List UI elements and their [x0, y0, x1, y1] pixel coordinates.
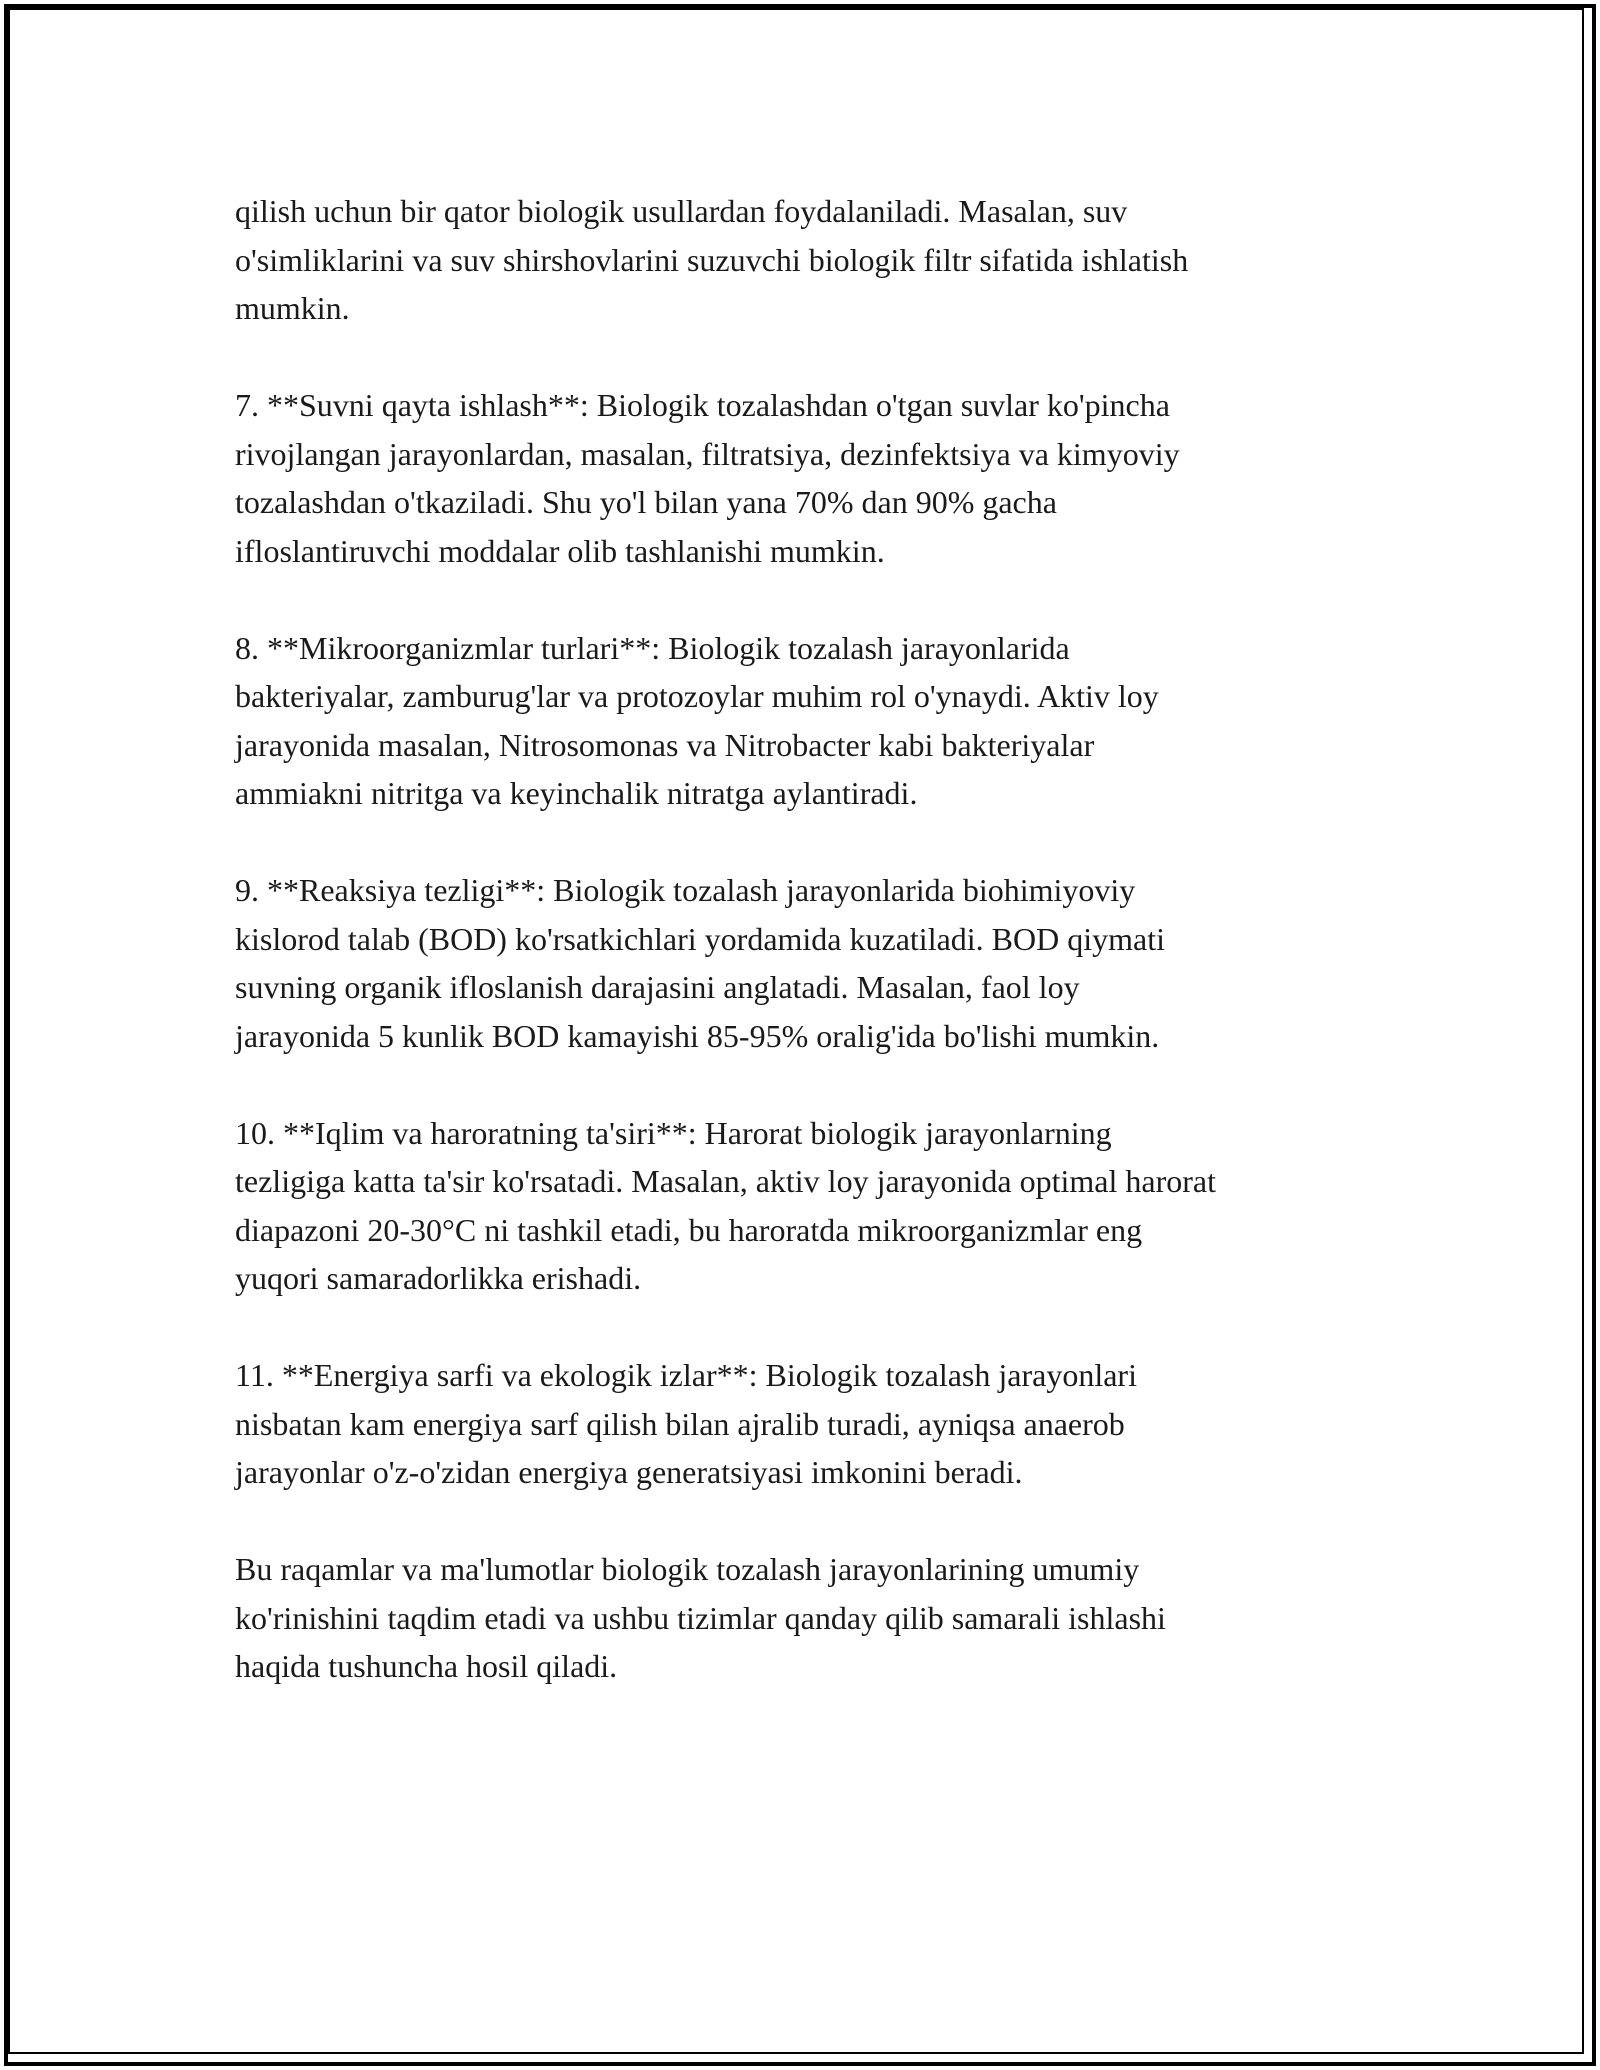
paragraph-intro-continuation: qilish uchun bir qator biologik usullardan foydalaniladi. Masalan, suv o'simliklarini va suv shirshovlarini suzuvchi biologik filtr sifatida ishlatish mumkin. [235, 193, 1189, 326]
paragraph-item-9: 9. **Reaksiya tezligi**: Biologik tozalash jarayonlarida biohimiyoviy kislorod talab (BOD) ko'rsatkichlari yordamida kuzatiladi. BOD qiymati suvning organik ifloslanish darajasini anglatadi. Masalan, faol loy jarayonida 5 kunlik BOD kamayishi 85-95% oralig'ida bo'lishi mumkin. [235, 872, 1165, 1054]
paragraph-item-8: 8. **Mikroorganizmlar turlari**: Biologik tozalash jarayonlarida bakteriyalar, zamburug'lar va protozoylar muhim rol o'ynaydi. Aktiv loy jarayonida masalan, Nitrosomonas va Nitrobacter kabi bakteriyalar ammiakni nitritga va keyinchalik nitratga aylantiradi. [235, 629, 1159, 811]
paragraph-conclusion: Bu raqamlar va ma'lumotlar biologik tozalash jarayonlarining umumiy ko'rinishini taqdim etadi va ushbu tizimlar qanday qilib samarali ishlashi haqida tushuncha hosil qiladi. [235, 1551, 1166, 1684]
paragraph-item-11: 11. **Energiya sarfi va ekologik izlar**: Biologik tozalash jarayonlari nisbatan kam energiya sarf qilish bilan ajralib turadi, ayniqsa anaerob jarayonlar o'z-o'zidan energiya generatsiyasi imkonini beradi. [235, 1357, 1137, 1490]
document-body [235, 187, 1395, 1739]
paragraph-item-10: 10. **Iqlim va haroratning ta'siri**: Harorat biologik jarayonlarning tezligiga katta ta'sir ko'rsatadi. Masalan, aktiv loy jarayonida optimal harorat diapazoni 20-30°C ni tashkil etadi, bu haroratda mikroorganizmlar eng yuqori samaradorlikka erishadi. [235, 1114, 1216, 1296]
paragraph-item-7: 7. **Suvni qayta ishlash**: Biologik tozalashdan o'tgan suvlar ko'pincha rivojlangan jarayonlardan, masalan, filtratsiya, dezinfektsiya va kimyoviy tozalashdan o'tkaziladi. Shu yo'l bilan yana 70% dan 90% gacha ifloslantiruvchi moddalar olib tashlanishi mumkin. [235, 387, 1180, 569]
